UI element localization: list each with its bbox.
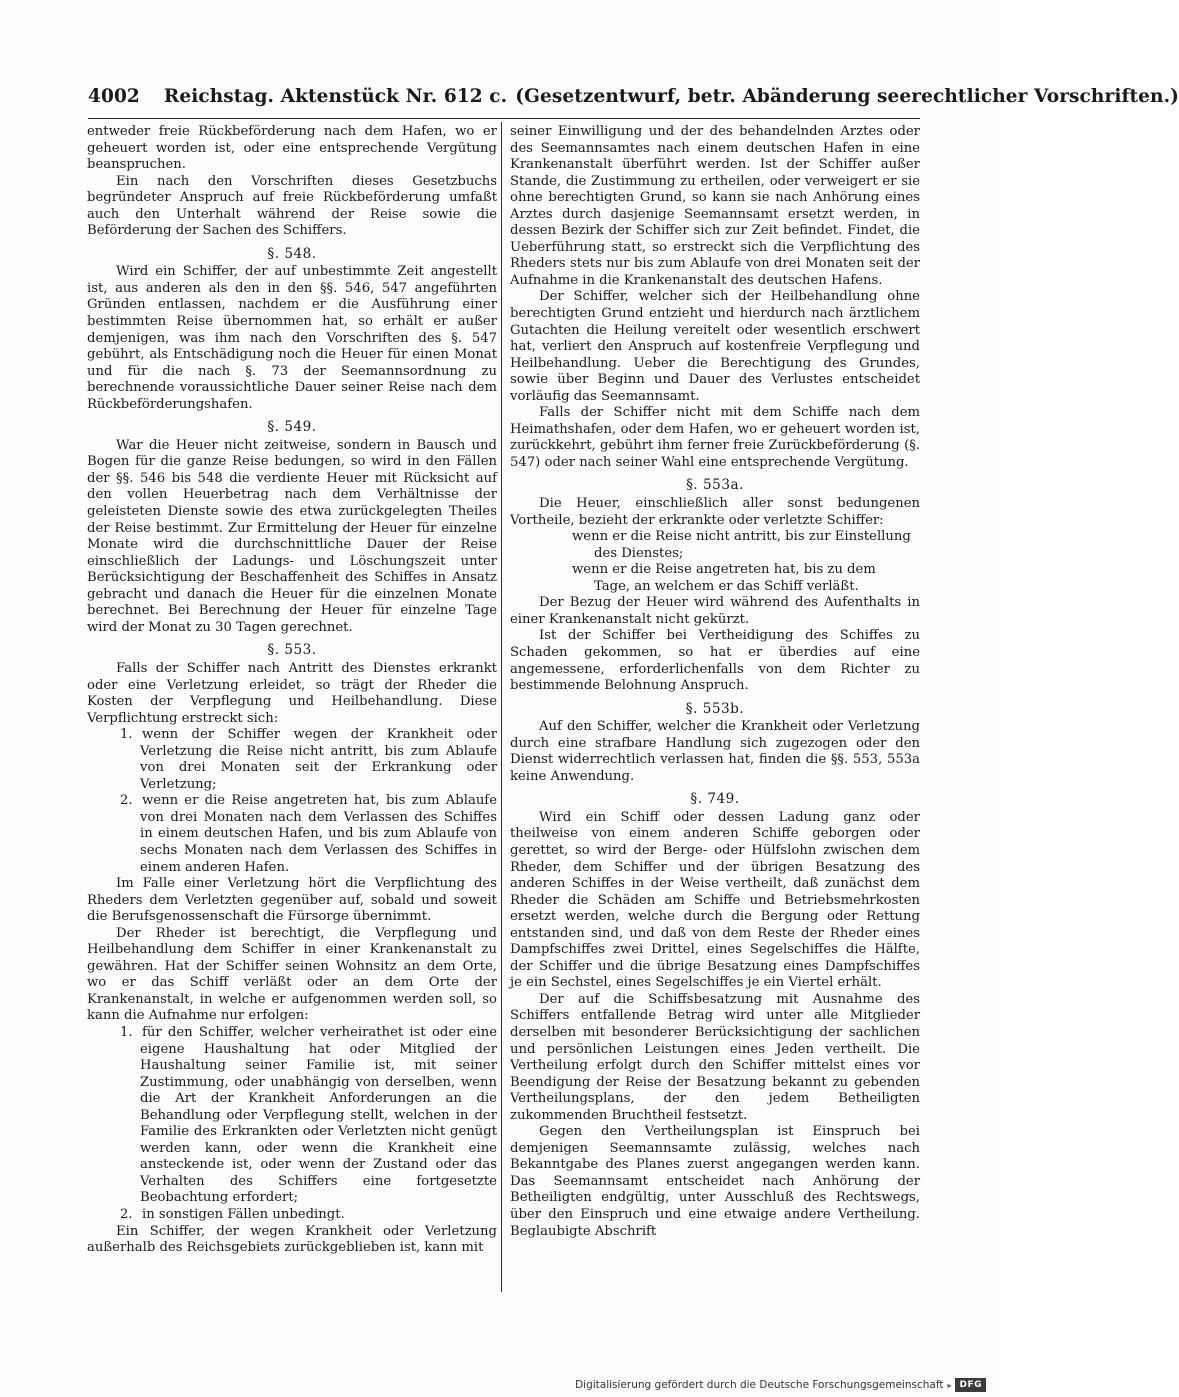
section-heading-749: §. 749.: [690, 791, 740, 808]
list-item: [120, 793, 497, 876]
list-text: in sonstigen Fällen unbedingt.: [142, 1207, 345, 1222]
section-heading-553a: §. 553a.: [686, 477, 744, 494]
paragraph: War die Heuer nicht zeitweise, sondern in Bausch und Bogen für die ganze Reise bedungen, so wird in den Fällen der §§. 546 bis 548 die verdiente Heuer mit Rücksicht auf den vollen Heuerbetrag nach dem Verhältnisse der geleisteten Dienste sowie des etwa zurückgelegten Theiles der Reise bestimmt. Zur Ermittelung der Heuer für einzelne Monate wird die durchschnittliche Dauer der Reise einschließlich der Ladungs- und Löschungszeit unter Berücksichtigung der Beschaffenheit des Schiffes in Ansatz gebracht und danach die Heuer für die einzelnen Monate berechnet. Bei Berechnung der Heuer für einzelne Tage wird der Monat zu 30 Tagen gerechnet.: [87, 437, 497, 635]
paragraph: Wird ein Schiffer, der auf unbestimmte Zeit angestellt ist, aus anderen als den in den §§. 546, 547 angeführten Gründen entlassen, nachdem er die Ausführung einer bestimmten Reise übernommen hat, so erhält er außer demjenigen, was ihm nach den Vorschriften des §. 547 gebührt, als Entschädigung noch die Heuer für einen Monat und für die nach §. 73 der Seemannsordnung zu berechnende voraussichtliche Dauer seiner Reise nach dem Rückbeförderungshafen.: [87, 264, 497, 412]
list-text: wenn er die Reise angetreten hat, bis zum Ablaufe von drei Monaten nach dem Verlassen des Schiffes in einem deutschen Hafen, und bis zum Ablaufe von sechs Monaten nach dem Verlassen des Schiffes in einem anderen Hafen.: [140, 793, 497, 875]
digitization-footer: [575, 1378, 986, 1392]
paragraph: Gegen den Vertheilungsplan ist Einspruch bei demjenigen Seemannsamte zulässig, welches nach Bekanntgabe des Planes zuerst angegangen werden kann. Das Seemannsamt entscheidet nach Anhörung der Betheiligten endgültig, unter Ausschluß des Rechtswegs, über den Einspruch und eine etwaige andere Vertheilung. Beglaubigte Abschrift: [510, 1124, 920, 1239]
paragraph: Im Falle einer Verletzung hört die Verpflichtung des Rheders dem Verletzten gegenüber auf, sobald und soweit die Berufsgenossenschaft die Fürsorge übernimmt.: [87, 876, 497, 925]
paragraph: Wird ein Schiff oder dessen Ladung ganz oder theilweise von einem anderen Schiffe geborgen oder gerettet, so wird der Berge- oder Hülfslohn zwischen dem Rheder, dem Schiffer und der übrigen Besatzung des anderen Schiffes in der Weise vertheilt, daß zunächst dem Rheder die Schäden am Schiffe und Betriebsmehrkosten ersetzt werden, welche durch die Bergung oder Rettung entstanden sind, und daß von dem Reste der Rheder eines Dampfschiffes zwei Drittel, eines Segelschiffes die Hälfte, der Schiffer und die übrige Besatzung eines Dampfschiffes je ein Sechstel, eines Segelschiffes je ein Viertel erhält.: [510, 809, 920, 991]
list-text: für den Schiffer, welcher verheirathet ist oder eine eigene Haushaltung hat oder Mitglied der Haushaltung seiner Familie ist, mit seiner Zustimmung, oder unabhängig von derselben, wenn die Art der Krankheit Anforderungen an die Behandlung oder Verpflegung stellt, welchen in der Familie des Erkrankten oder Verletzten nicht genügt werden kann, oder wenn die Krankheit eine ansteckende ist, oder wenn der Zustand oder das Verhalten des Schiffers eine fortgesetzte Beobachtung erfordert;: [140, 1024, 497, 1206]
sub-clause-continuation: Tage, an welchem er das Schiff verläßt.: [594, 578, 859, 594]
paragraph: Der Rheder ist berechtigt, die Verpflegung und Heilbehandlung dem Schiffer in einer Krankenanstalt zu gewähren. Hat der Schiffer seinen Wohnsitz an dem Orte, wo er das Schiff verläßt oder an dem Orte der Krankenanstalt, in welche er aufgenommen werden soll, so kann die Aufnahme nur erfolgen:: [87, 925, 497, 1024]
section-heading-549: §. 549.: [267, 419, 317, 436]
paragraph: entweder freie Rückbeförderung nach dem Hafen, wo er geheuert worden ist, oder eine entsprechende Vergütung beanspruchen.: [87, 124, 497, 173]
column-divider: [501, 122, 502, 1292]
list-number: 2.: [120, 1207, 133, 1222]
header-subtitle: (Gesetzentwurf, betr. Abänderung seerechtlicher Vorschriften.): [515, 86, 1179, 107]
paragraph: Ist der Schiffer bei Vertheidigung des Schiffes zu Schaden gekommen, so hat er überdies auf eine angemessene, erforderlichenfalls von dem Richter zu bestimmende Belohnung Anspruch.: [510, 628, 920, 694]
list-number: 2.: [120, 793, 133, 809]
section-heading-548: §. 548.: [267, 245, 317, 262]
list-item: [120, 1025, 497, 1207]
list-number: 1.: [120, 727, 133, 743]
right-column: [510, 124, 920, 1240]
list-text: wenn der Schiffer wegen der Krankheit oder Verletzung die Reise nicht antritt, bis zum Ablaufe von drei Monaten seit der Erkrankung oder Verletzung;: [140, 727, 497, 792]
section-heading-553: §. 553.: [267, 642, 317, 659]
paragraph: Ein Schiffer, der wegen Krankheit oder Verletzung außerhalb des Reichsgebiets zurückgeblieben ist, kann mit: [87, 1223, 497, 1256]
sub-clause: wenn er die Reise nicht antritt, bis zur Einstellung: [572, 529, 911, 545]
left-column: [87, 124, 497, 1257]
paragraph: Der Bezug der Heuer wird während des Aufenthalts in einer Krankenanstalt nicht gekürzt.: [510, 595, 920, 627]
sub-clause-continuation: des Dienstes;: [594, 545, 684, 561]
sub-clause: wenn er die Reise angetreten hat, bis zu dem: [572, 562, 876, 578]
header-rule: [88, 118, 920, 119]
list-number: 1.: [120, 1024, 133, 1040]
footer-credit: Digitalisierung gefördert durch die Deutsche Forschungsgemeinschaft: [575, 1379, 944, 1391]
paragraph: seiner Einwilligung und der des behandelnden Arztes oder des Seemannsamtes nach einem deutschen Hafen in eine Krankenanstalt überführt werden. Ist der Schiffer außer Stande, die Zustimmung zu ertheilen, oder verweigert er sie ohne berechtigten Grund, so kann sie nach Anhörung eines Arztes durch dasjenige Seemannsamt ersetzt werden, in dessen Bezirk der Schiffer sich zur Zeit befindet. Findet, die Ueberführung statt, so erstreckt sich die Verpflichtung des Rheders stets nur bis zum Ablaufe von drei Monaten seit der Aufnahme in die Krankenanstalt des deutschen Hafens.: [510, 124, 920, 288]
paragraph: Auf den Schiffer, welcher die Krankheit oder Verletzung durch eine strafbare Handlung sich zugezogen oder den Dienst widerrechtlich verlassen hat, finden die §§. 553, 553a keine Anwendung.: [510, 719, 920, 784]
list-item: [120, 727, 497, 793]
section-heading-553b: §. 553b.: [685, 700, 745, 717]
running-title: Reichstag. Aktenstück Nr. 612 c.: [163, 86, 508, 107]
paragraph: Die Heuer, einschließlich aller sonst bedungenen Vortheile, bezieht der erkrankte oder verletzte Schiffer:: [510, 496, 920, 528]
paragraph: Falls der Schiffer nach Antritt des Dienstes erkrankt oder eine Verletzung erleidet, so trägt der Rheder die Kosten der Verpflegung und Heilbehandlung. Diese Verpflichtung erstreckt sich:: [87, 660, 497, 726]
paragraph: Der auf die Schiffsbesatzung mit Ausnahme des Schiffers entfallende Betrag wird unter alle Mitglieder derselben mit besonderer Berücksichtigung der sachlichen und persönlichen Leistungen eines Jeden vertheilt. Die Vertheilung erfolgt durch den Schiffer mittelst eines vor Beendigung der Reise der Besatzung bekannt zu gebenden Vertheilungsplans, der den jedem Betheiligten zukommenden Bruchtheil festsetzt.: [510, 991, 920, 1123]
list-item: [120, 1207, 497, 1224]
dfg-logo: DFG: [955, 1378, 986, 1392]
paragraph: Falls der Schiffer nicht mit dem Schiffe nach dem Heimathshafen, oder dem Hafen, wo er geheuert worden ist, zurückkehrt, gebührt ihm ferner freie Zurückbeförderung (§. 547) oder nach seiner Wahl eine entsprechende Vergütung.: [510, 405, 920, 470]
page-header: [88, 86, 1179, 116]
paragraph: Ein nach den Vorschriften dieses Gesetzbuchs begründeter Anspruch auf freie Rückbeförderung umfaßt auch den Unterhalt während der Reise sowie die Beförderung der Sachen des Schiffers.: [87, 173, 497, 239]
page-number: 4002: [88, 86, 140, 107]
paragraph: Der Schiffer, welcher sich der Heilbehandlung ohne berechtigten Grund entzieht und hierdurch nach ärztlichem Gutachten die Heilung vereitelt oder wesentlich erschwert hat, verliert den Anspruch auf kostenfreie Verpflegung und Heilbehandlung. Ueber die Berechtigung des Grundes, sowie über Beginn und Dauer des Verlustes entscheidet vorläufig das Seemannsamt.: [510, 289, 920, 404]
arrow-right-icon: ▸: [947, 1380, 952, 1390]
